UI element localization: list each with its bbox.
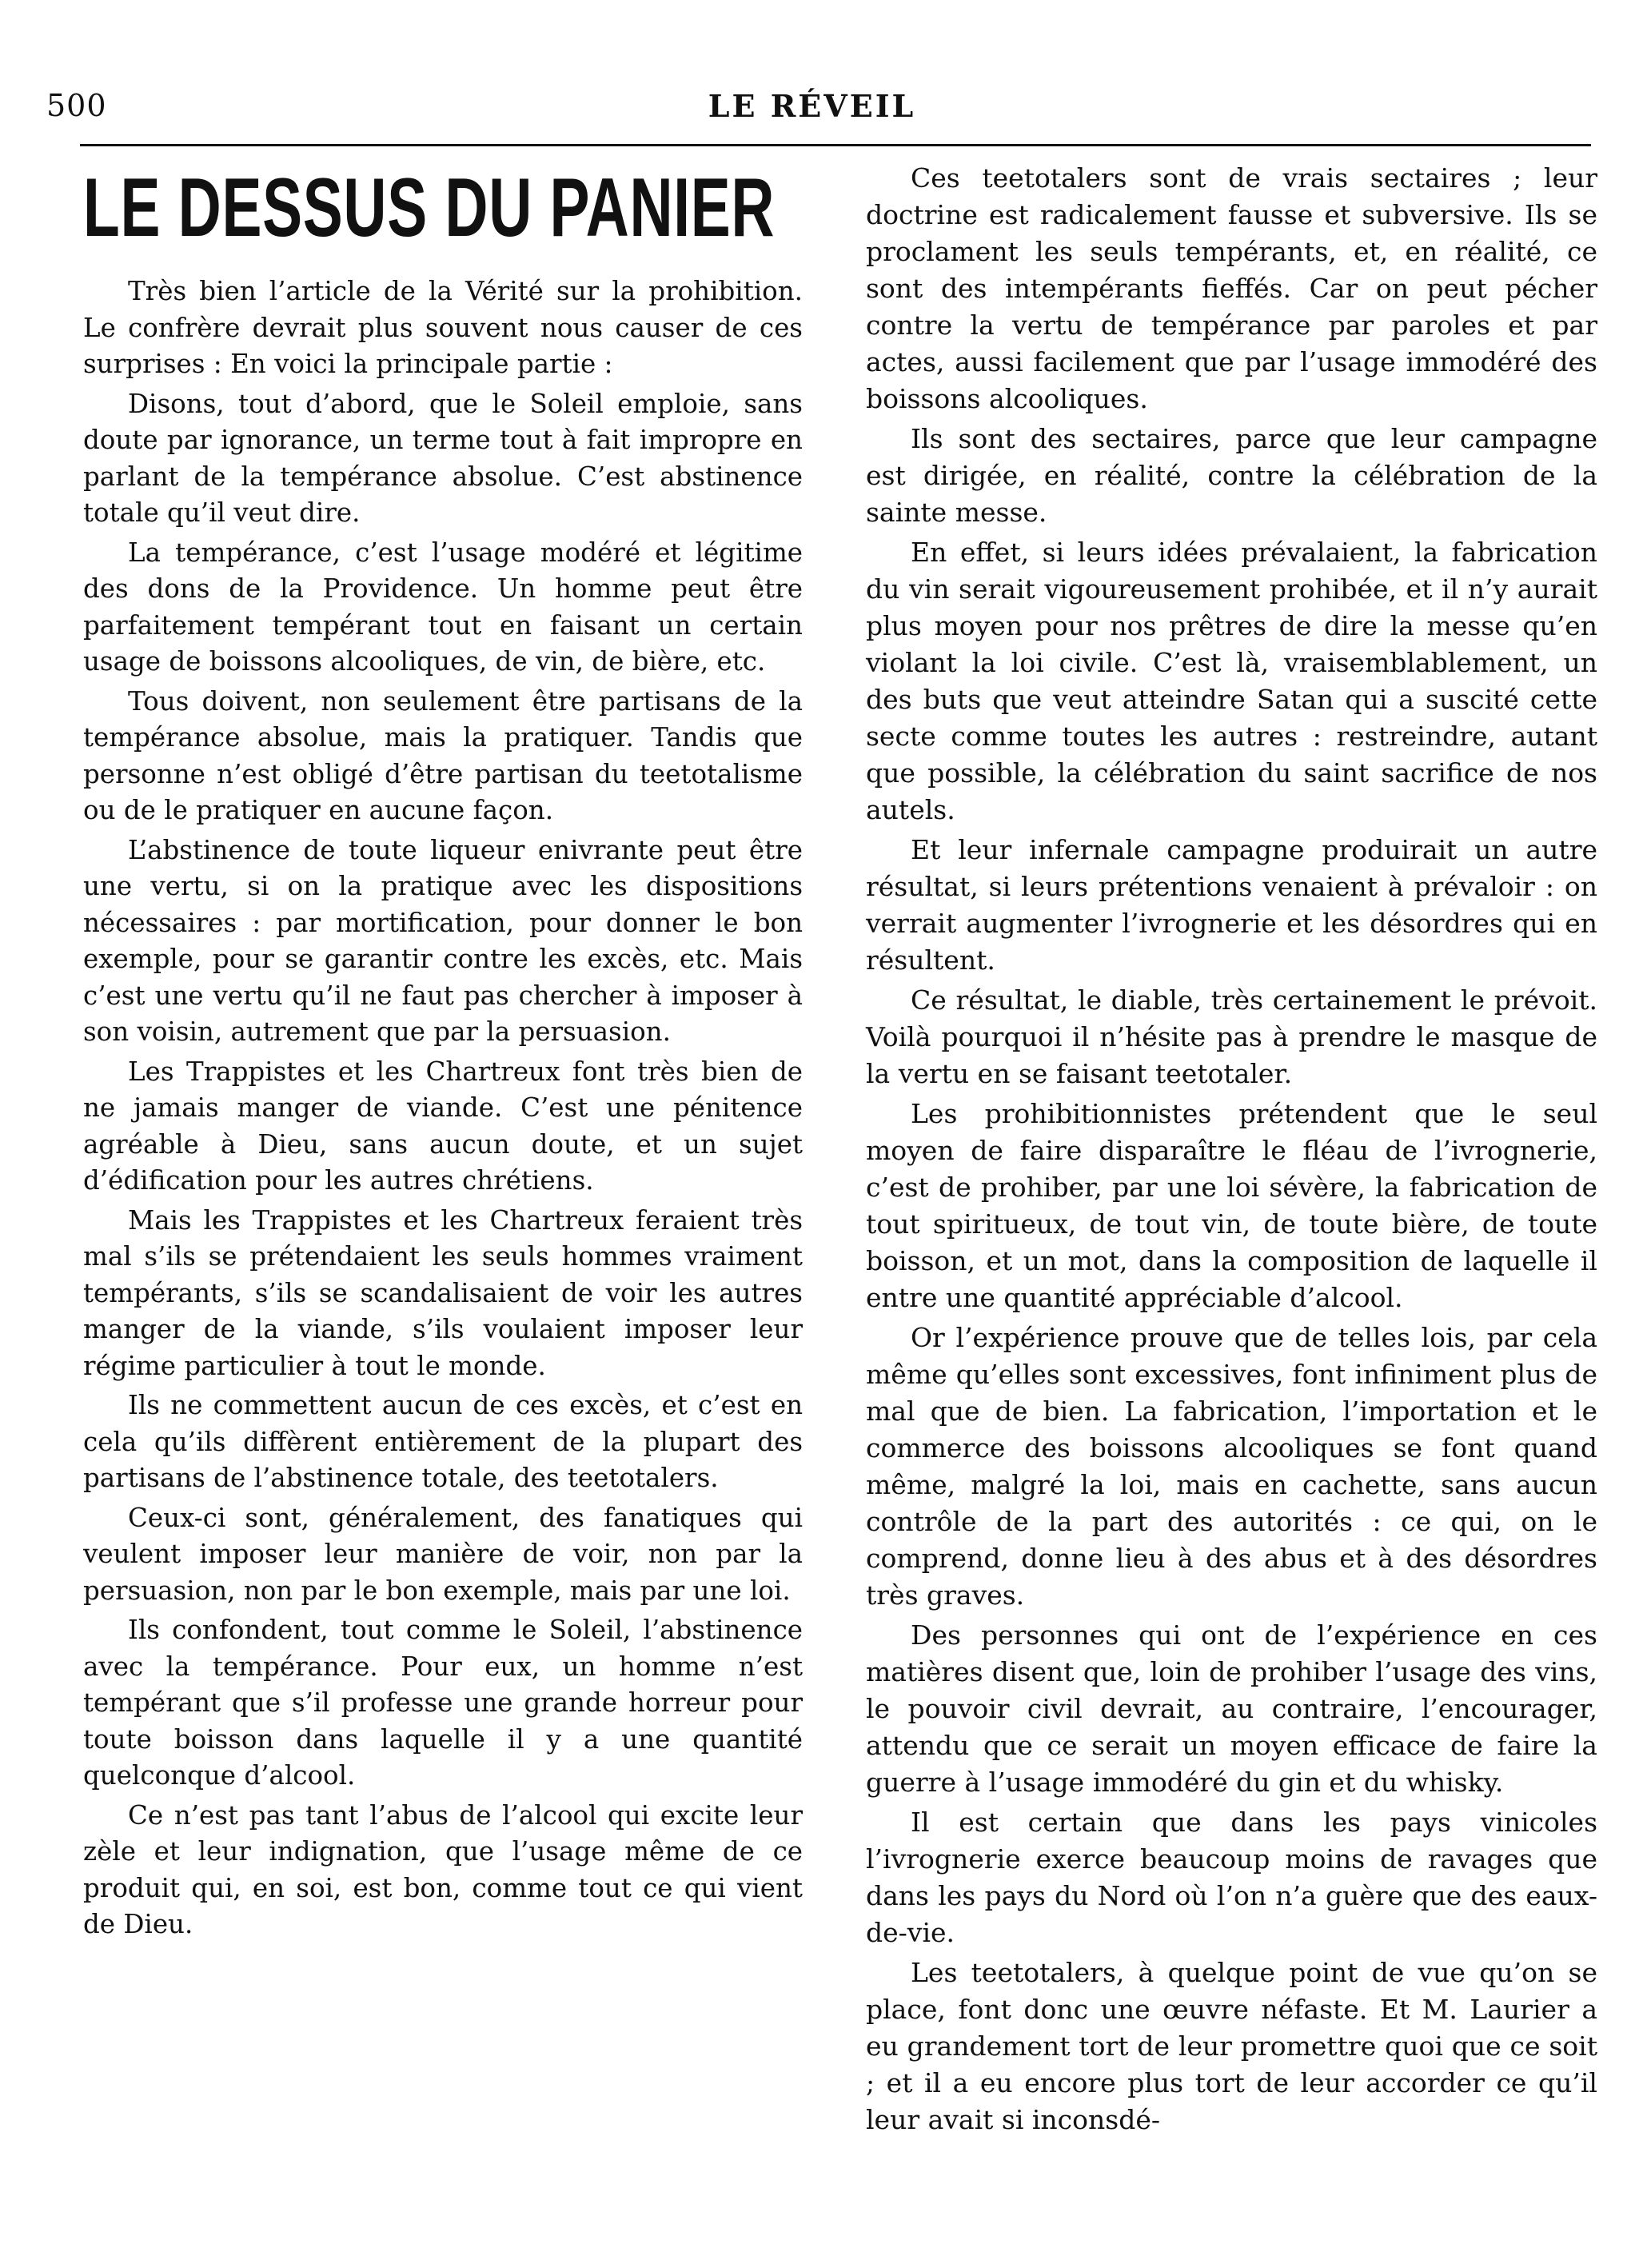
paragraph: Ceux-ci sont, généralement, des fanatiques qui veulent imposer leur manière de voir, non par la persuasion, non par le bon exemple, mais par une loi. xyxy=(83,1502,803,1606)
article-headline: LE DESSUS DU PANIER xyxy=(83,162,776,254)
journal-title: LE RÉVEIL xyxy=(708,88,916,124)
paragraph: Disons, tout d’abord, que le Soleil emploie, sans doute par ignorance, un terme tout à fait impropre en parlant de la tempérance absolue. C’est abstinence totale qu’il veut dire. xyxy=(83,388,803,528)
paragraph: Tous doivent, non seulement être partisans de la tempérance absolue, mais la pratiquer. Tandis que personne n’est obligé d’être partisan du teetotalisme ou de le pratiquer en aucune façon. xyxy=(83,685,803,825)
paragraph: Les Trappistes et les Chartreux font très bien de ne jamais manger de viande. C’est une pénitence agréable à Dieu, sans aucun doute, et un sujet d’édification pour les autres chrétiens. xyxy=(83,1056,803,1196)
header-rule xyxy=(80,144,1591,146)
paragraph: Ils sont des sectaires, parce que leur campagne est dirigée, en réalité, contre la célébration de la sainte messe. xyxy=(866,423,1597,528)
page-header xyxy=(46,88,1577,136)
paragraph: Ils confondent, tout comme le Soleil, l’abstinence avec la tempérance. Pour eux, un homme n’est tempérant que s’il professe une grande horreur pour toute boisson dans laquelle il y a une quantité quelconque d’alcool. xyxy=(83,1615,803,1791)
right-column xyxy=(866,160,1597,2142)
paragraph: Or l’expérience prouve que de telles lois, par cela même qu’elles sont excessives, font infiniment plus de mal que de bien. La fabrication, l’importation et le commerce des boissons alcooliques se font quand même, malgré la loi, mais en cachette, sans aucun contrôle de la part des autorités : ce qui, on le comprend, donne lieu à des abus et à des désordres très graves. xyxy=(866,1322,1597,1611)
left-column xyxy=(83,160,803,1947)
page-number: 500 xyxy=(46,88,107,123)
paragraph: Mais les Trappistes et les Chartreux feraient très mal s’ils se prétendaient les seuls hommes vraiment tempérants, s’ils se scandalisaient de voir les autres manger de la viande, s’ils voulaient imposer leur régime particulier à tout le monde. xyxy=(83,1204,803,1381)
paragraph: Les prohibitionnistes prétendent que le seul moyen de faire disparaître le fléau de l’ivrognerie, c’est de prohiber, par une loi sévère, la fabrication de tout spiritueux, de tout vin, de toute bière, de toute boisson, et un mot, dans la composition de laquelle il entre une quantité appréciable d’alcool. xyxy=(866,1098,1597,1313)
paragraph: Très bien l’article de la Vérité sur la prohibition. Le confrère devrait plus souvent nous causer de ces surprises : En voici la principale partie : xyxy=(83,276,803,379)
paragraph: Il est certain que dans les pays vinicoles l’ivrognerie exerce beaucoup moins de ravages que dans les pays du Nord où l’on n’a guère que des eaux-de-vie. xyxy=(866,1807,1597,1948)
paragraph: Ce résultat, le diable, très certainement le prévoit. Voilà pourquoi il n’hésite pas à prendre le masque de la vertu en se faisant teetotaler. xyxy=(866,984,1597,1089)
paragraph: Ce n’est pas tant l’abus de l’alcool qui excite leur zèle et leur indignation, que l’usage même de ce produit qui, en soi, est bon, comme tout ce qui vient de Dieu. xyxy=(83,1799,803,1939)
paragraph: Les teetotalers, à quelque point de vue qu’on se place, font donc une œuvre néfaste. Et M. Laurier a eu grandement tort de leur promettre quoi que ce soit ; et il a eu encore plus tort de leur accorder ce qu’il leur avait si inconsdé- xyxy=(866,1957,1597,2135)
paragraph: La tempérance, c’est l’usage modéré et légitime des dons de la Providence. Un homme peut être parfaitement tempérant tout en faisant un certain usage de boissons alcooliques, de vin, de bière, etc. xyxy=(83,537,803,677)
paragraph: Ils ne commettent aucun de ces excès, et c’est en cela qu’ils diffèrent entièrement de la plupart des partisans de l’abstinence totale, des teetotalers. xyxy=(83,1390,803,1493)
paragraph: En effet, si leurs idées prévalaient, la fabrication du vin serait vigoureusement prohibée, et il n’y aurait plus moyen pour nos prêtres de dire la messe qu’en violant la loi civile. C’est là, vraisemblablement, un des buts que veut atteindre Satan qui a suscité cette secte comme toutes les autres : restreindre, autant que possible, la célébration du saint sacrifice de nos autels. xyxy=(866,537,1597,825)
paragraph: Et leur infernale campagne produirait un autre résultat, si leurs prétentions venaient à prévaloir : on verrait augmenter l’ivrognerie et les désordres qui en résultent. xyxy=(866,834,1597,976)
paragraph: Des personnes qui ont de l’expérience en ces matières disent que, loin de prohiber l’usage des vins, le pouvoir civil devrait, au contraire, l’encourager, attendu que ce serait un moyen efficace de faire la guerre à l’usage immodéré du gin et du whisky. xyxy=(866,1619,1597,1798)
paragraph: Ces teetotalers sont de vrais sectaires ; leur doctrine est radicalement fausse et subversive. Ils se proclament les seuls tempérants, et, en réalité, ce sont des intempérants fieffés. Car on peut pécher contre la vertu de tempérance par paroles et par actes, aussi facilement que par l’usage immodéré des boissons alcooliques. xyxy=(866,162,1597,414)
paragraph: L’abstinence de toute liqueur enivrante peut être une vertu, si on la pratique avec les dispositions nécessaires : par mortification, pour donner le bon exemple, pour se garantir contre les excès, etc. Mais c’est une vertu qu’il ne faut pas chercher à imposer à son voisin, autrement que par la persuasion. xyxy=(83,834,803,1047)
